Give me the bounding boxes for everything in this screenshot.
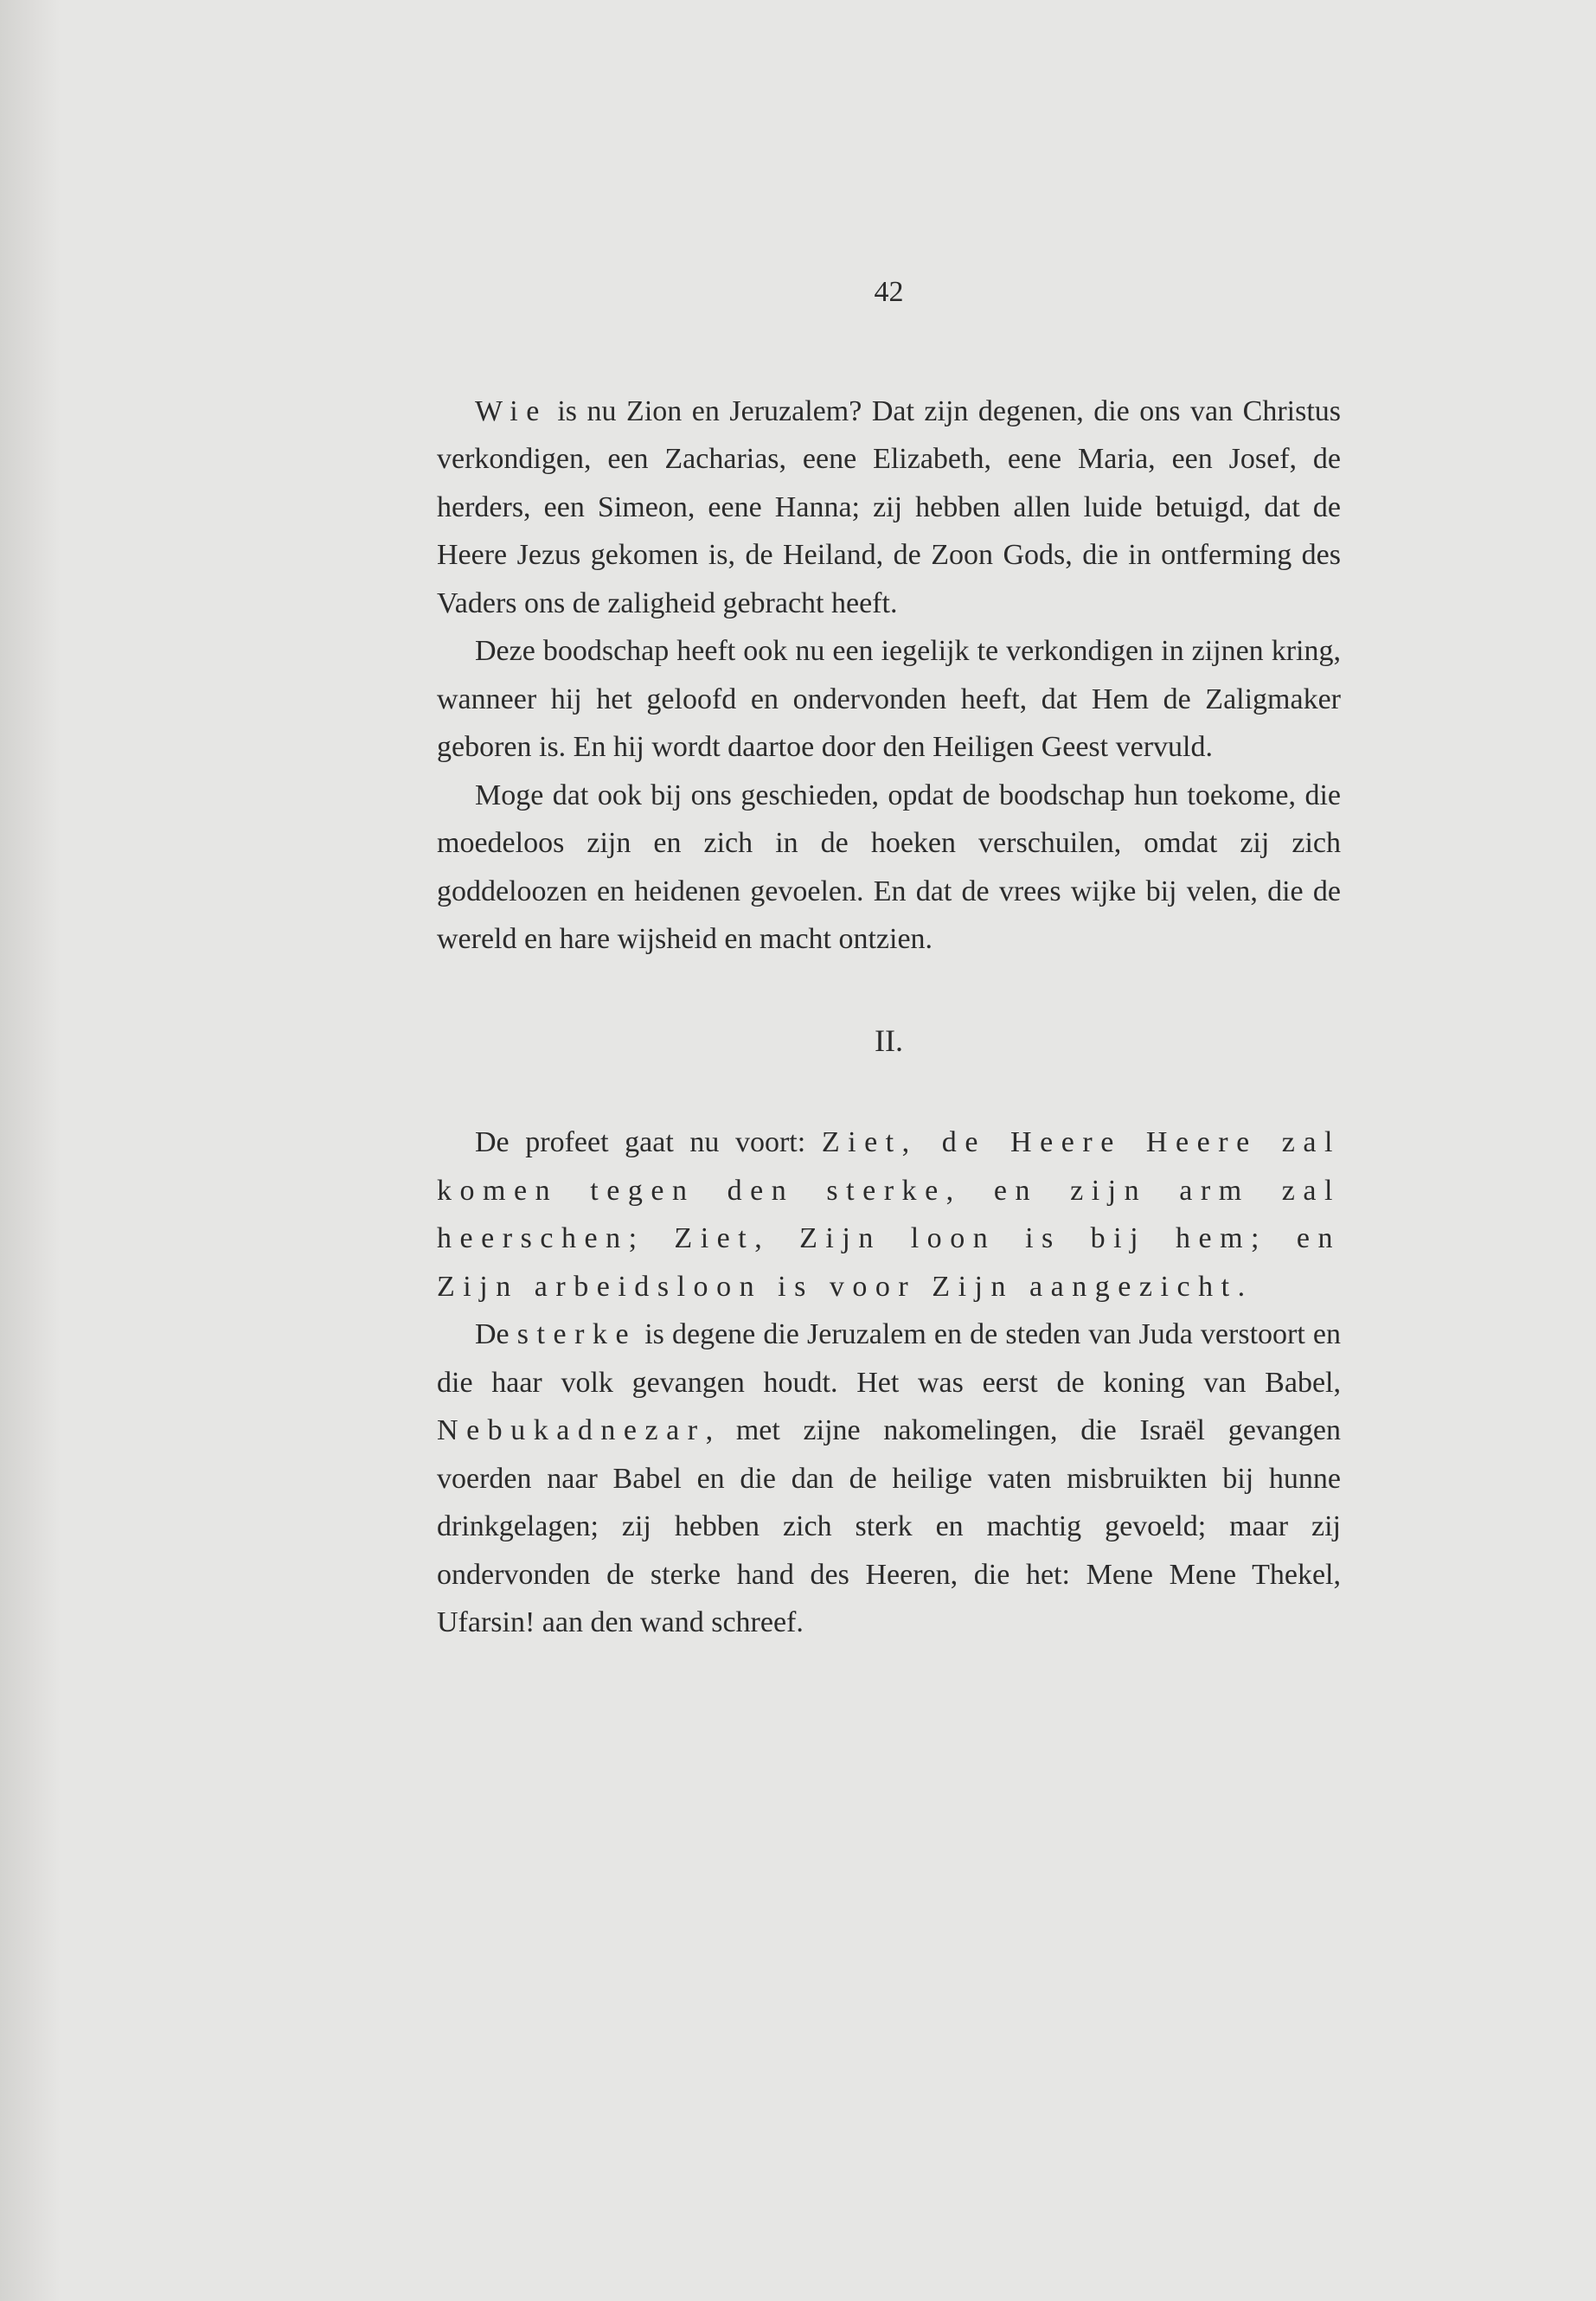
- section-paragraph-2-part-1: De: [475, 1318, 517, 1350]
- section-paragraph-2-part-2: is degene die Jeruzalem en de steden van Juda verstoort en die haar volk gevangen houdt. Het was eerst de koning van Babel,: [437, 1318, 1341, 1399]
- scan-binding-shadow: [0, 0, 61, 2301]
- paragraph-1: [437, 388, 1341, 628]
- book-page: [437, 268, 1341, 1647]
- section-paragraph-1: [437, 1118, 1341, 1311]
- paragraph-3: Moge dat ook bij ons geschieden, opdat de boodschap hun toekome, die moedeloos zijn en zich in de hoeken verschuilen, omdat zij zich goddeloozen en heidenen gevoelen. En dat de vrees wijke bij velen, die de wereld en hare wijsheid en macht ontzien.: [437, 779, 1341, 955]
- section-heading: II.: [875, 1022, 903, 1058]
- section-paragraph-2-part-3: , met zijne nakomelingen, die Israël gevangen voerden naar Babel en die dan de heilige vaten misbruikten bij hunne drinkgelagen; zij hebben zich sterk en machtig gevoeld; maar zij ondervonden de sterke hand des Heeren, die het: Mene Mene Thekel, Ufarsin! aan den wand schreef.: [437, 1414, 1341, 1638]
- page-number: 42: [874, 276, 904, 308]
- section-paragraph-2: [437, 1311, 1341, 1647]
- section-paragraph-2-emphasis-sterke: sterke: [516, 1318, 638, 1350]
- section-paragraph-1-quote: Ziet, de Heere Heere zal komen tegen den sterke, en zijn arm zal heerschen; Ziet, Zijn loon is bij hem; en Zijn arbeidsloon is voor Zijn aangezicht.: [437, 1126, 1341, 1303]
- section-paragraph-1-intro: De profeet gaat nu voort:: [475, 1126, 822, 1158]
- paragraph-1-emphasis: Wie: [475, 394, 548, 427]
- paragraph-1-text: is nu Zion en Jeruzalem? Dat zijn degenen, die ons van Christus verkondigen, een Zacharias, eene Elizabeth, eene Maria, een Josef, de herders, een Simeon, eene Hanna; zij hebben allen luide betuigd, dat de Heere Jezus gekomen is, de Heiland, de Zoon Gods, die in ontferming des Vaders ons de zaligheid gebracht heeft.: [437, 394, 1341, 619]
- section-paragraph-2-emphasis-name: Nebukadnezar: [437, 1414, 706, 1446]
- paragraph-2: Deze boodschap heeft ook nu een iegelijk te verkondigen in zijnen kring, wanneer hij het geloofd en ondervonden heeft, dat Hem de Zaligmaker geboren is. En hij wordt daartoe door den Heiligen Geest vervuld.: [437, 635, 1341, 763]
